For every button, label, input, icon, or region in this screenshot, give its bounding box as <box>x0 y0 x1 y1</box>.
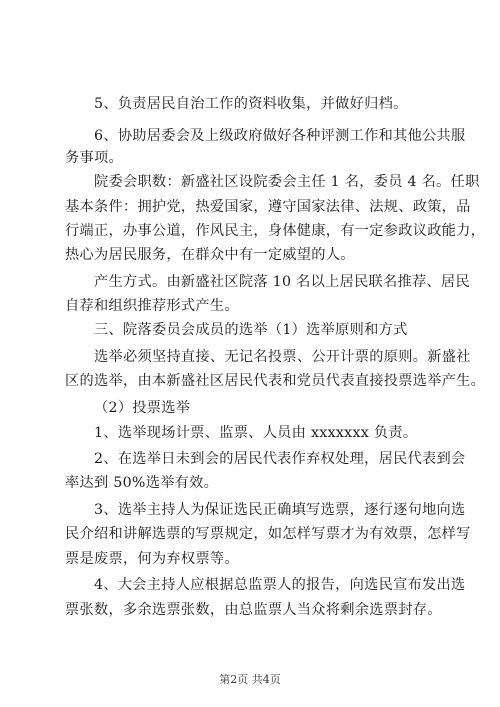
text-line: 基本条件：拥护党，热爱国家，遵守国家法律、法规、政策，品 <box>65 199 471 215</box>
text-line: 票是废票，何为弃权票等。 <box>65 551 239 567</box>
text-line: 民介绍和讲解选票的写票规定，如怎样写票才为有效票，怎样写 <box>65 526 471 542</box>
section-heading: 三、院落委员会成员的选举（1）选举原则和方式 <box>94 322 408 338</box>
text-line: 5、负责居民自治工作的资料收集，并做好归档。 <box>94 96 408 112</box>
text-line: 自荐和组织推荐形式产生。 <box>65 298 239 314</box>
text-line: 率达到 50%选举有效。 <box>65 475 219 491</box>
text-line: 6、协助居委会及上级政府做好各种评测工作和其他公共服 <box>94 128 466 144</box>
text-line: 4、大会主持人应根据总监票人的报告，向选民宣布发出选 <box>94 577 466 593</box>
text-line: 务事项。 <box>65 150 123 166</box>
text-line: 2、在选举日未到会的居民代表作弃权处理，居民代表到会 <box>94 451 466 467</box>
text-line: 3、选举主持人为保证选民正确填写选票，逐行逐句地向选 <box>94 502 466 518</box>
text-line: 行端正，办事公道，作风民主，身体健康，有一定参政议政能力， <box>65 223 486 239</box>
text-line: 热心为居民服务，在群众中有一定威望的人。 <box>65 247 355 263</box>
text-line: 票张数，多余选票张数，由总监票人当众将剩余选票封存。 <box>65 602 442 618</box>
page-number: 第2页 共4页 <box>219 673 281 686</box>
text-line: 产生方式。由新盛社区院落 10 名以上居民联名推荐、居民 <box>94 274 470 290</box>
text-line: 选举必须坚持直接、无记名投票、公开计票的原则。新盛社 <box>94 349 471 365</box>
text-line: 院委会职数：新盛社区设院委会主任 1 名，委员 4 名。任职 <box>94 174 480 190</box>
text-line: 1、选举现场计票、监票、人员由 xxxxxxx 负责。 <box>94 425 418 441</box>
subsection-heading: （2）投票选举 <box>94 400 191 416</box>
text-line: 区的选举，由本新盛社区居民代表和党员代表直接投票选举产生。 <box>65 373 486 389</box>
